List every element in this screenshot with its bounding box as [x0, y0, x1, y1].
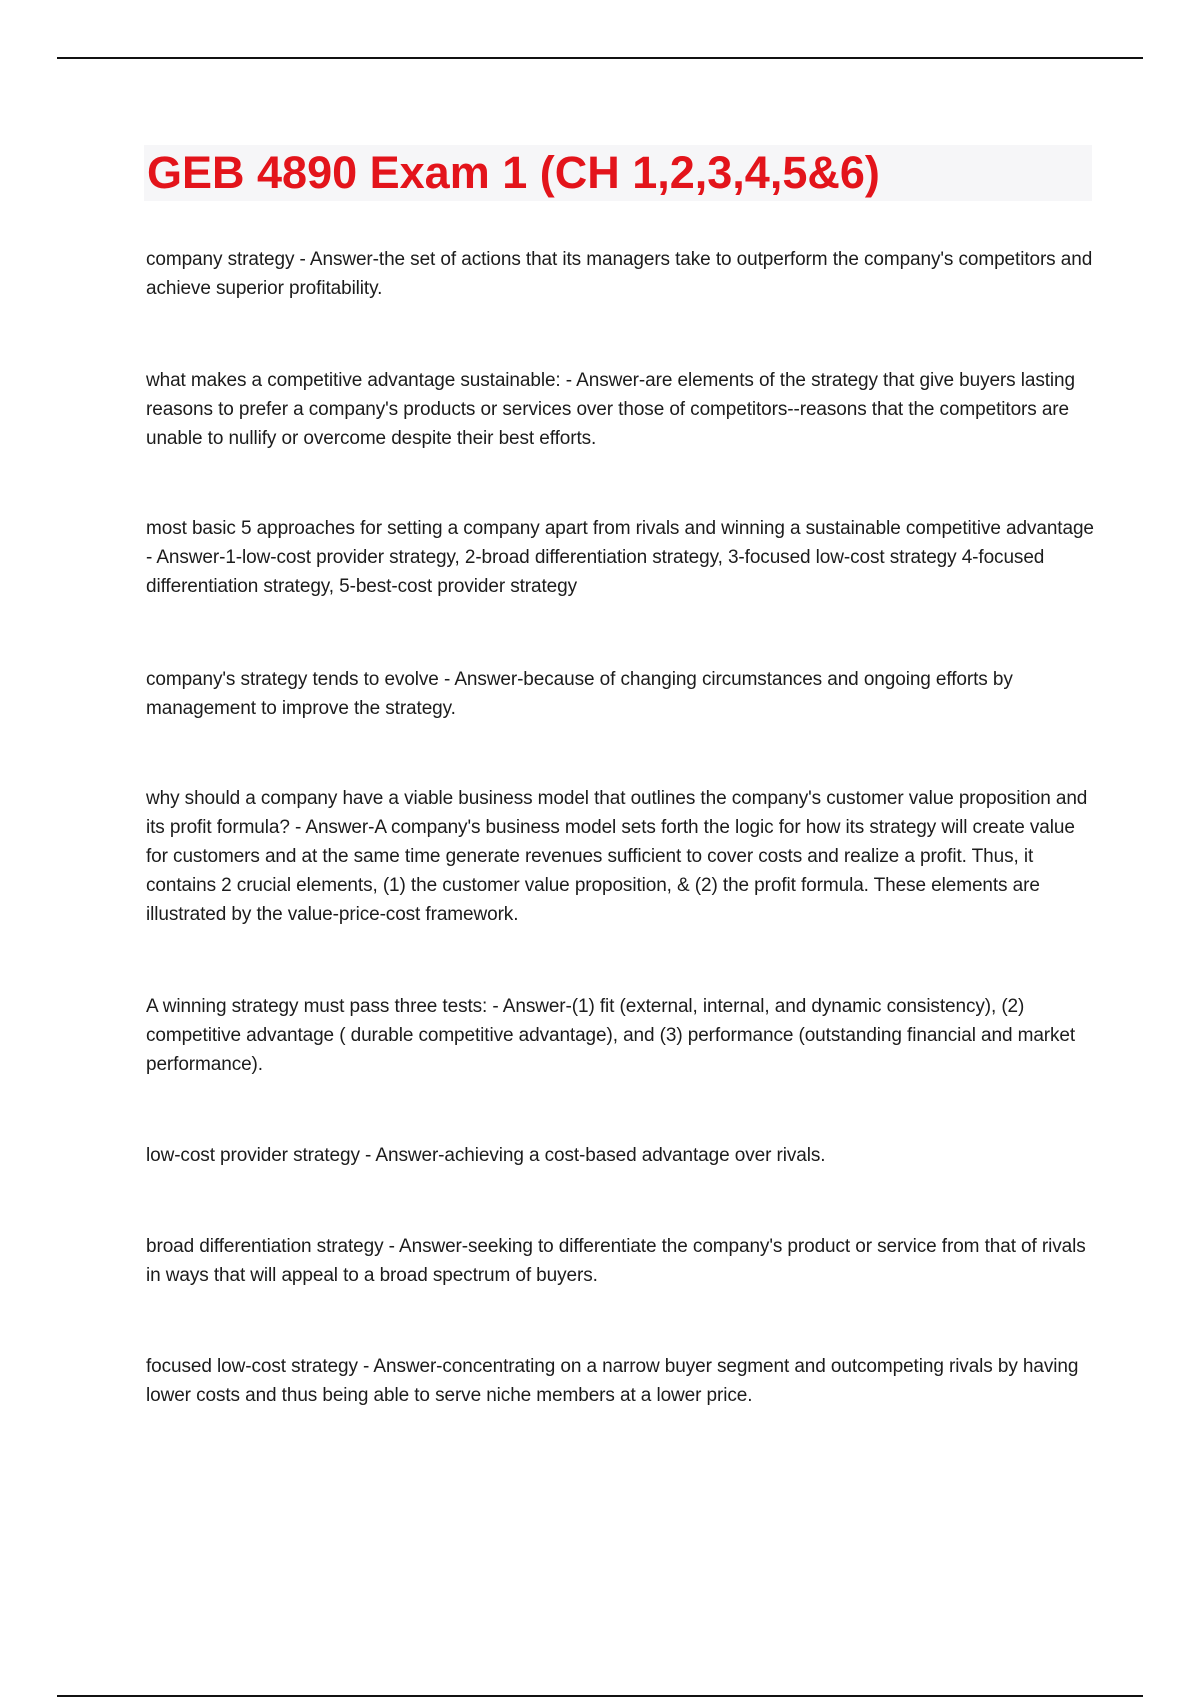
- entry-separator: -: [359, 1145, 376, 1166]
- entry-separator: -: [487, 996, 503, 1017]
- entry-answer: Answer-1-low-cost provider strategy, 2-broad differentiation strategy, 3-focused low-cost strategy 4-focused differentiation strategy, 5-best-cost provider strategy: [146, 547, 1045, 597]
- entry-separator: -: [560, 370, 577, 391]
- qa-entry-5: [146, 784, 1096, 929]
- entry-term: company strategy: [146, 249, 295, 270]
- entry-separator: -: [289, 817, 306, 838]
- entry-answer: Answer-achieving a cost-based advantage over rivals.: [375, 1145, 826, 1166]
- entry-term: A winning strategy must pass three tests:: [146, 996, 488, 1017]
- bottom-rule: [57, 1695, 1143, 1697]
- entry-answer: Answer-(1) fit (external, internal, and dynamic consistency), (2) competitive advantage ( durable competitive advantage), and (3) performance (outstanding financial and market performance).: [146, 996, 1076, 1075]
- qa-entry-7: [146, 1141, 1096, 1170]
- entry-term: most basic 5 approaches for setting a company apart from rivals and winning a sustainable competitive advantage: [146, 518, 1094, 539]
- document-title: GEB 4890 Exam 1 (CH 1,2,3,4,5&6): [147, 147, 880, 198]
- entry-separator: -: [146, 547, 157, 568]
- entry-separator: -: [357, 1356, 374, 1377]
- entry-separator: -: [294, 249, 310, 270]
- entry-separator: -: [438, 669, 455, 690]
- qa-entry-6: [146, 992, 1096, 1079]
- entry-answer: Answer-seeking to differentiate the company's product or service from that of rivals in ways that will appeal to a broad spectrum of buyers.: [146, 1236, 1086, 1286]
- title-banner: [144, 145, 1092, 201]
- qa-entry-4: [146, 665, 1096, 723]
- entry-answer: Answer-the set of actions that its managers take to outperform the company's competitors and achieve superior profitability.: [146, 249, 1093, 299]
- qa-entry-8: [146, 1232, 1096, 1290]
- entry-answer: Answer-A company's business model sets forth the logic for how its strategy will create value for customers and at the same time generate revenues sufficient to cover costs and realize a profit. Thus, it contains 2 crucial elements, (1) the customer value proposition, & (2) the profit formula. These elements are illustrated by the value-price-cost framework.: [146, 817, 1075, 925]
- entry-answer: Answer-concentrating on a narrow buyer segment and outcompeting rivals by having lower costs and thus being able to serve niche members at a lower price.: [146, 1356, 1079, 1406]
- qa-entry-3: [146, 514, 1096, 601]
- entry-term: focused low-cost strategy: [146, 1356, 358, 1377]
- qa-entry-1: [146, 245, 1096, 303]
- top-rule: [57, 57, 1143, 59]
- entry-term: broad differentiation strategy: [146, 1236, 384, 1257]
- entry-answer: Answer-are elements of the strategy that give buyers lasting reasons to prefer a company's products or services over those of competitors--reasons that the competitors are unable to nullify or overcome despite their best efforts.: [146, 370, 1075, 449]
- entry-answer: Answer-because of changing circumstances and ongoing efforts by management to improve the strategy.: [146, 669, 1013, 719]
- qa-entry-2: [146, 366, 1096, 453]
- qa-entry-9: [146, 1352, 1096, 1410]
- entry-term: company's strategy tends to evolve: [146, 669, 439, 690]
- entry-separator: -: [383, 1236, 400, 1257]
- entry-term: why should a company have a viable business model that outlines the company's customer value proposition and its profit formula?: [146, 788, 1088, 838]
- entry-term: what makes a competitive advantage sustainable:: [146, 370, 561, 391]
- entry-term: low-cost provider strategy: [146, 1145, 360, 1166]
